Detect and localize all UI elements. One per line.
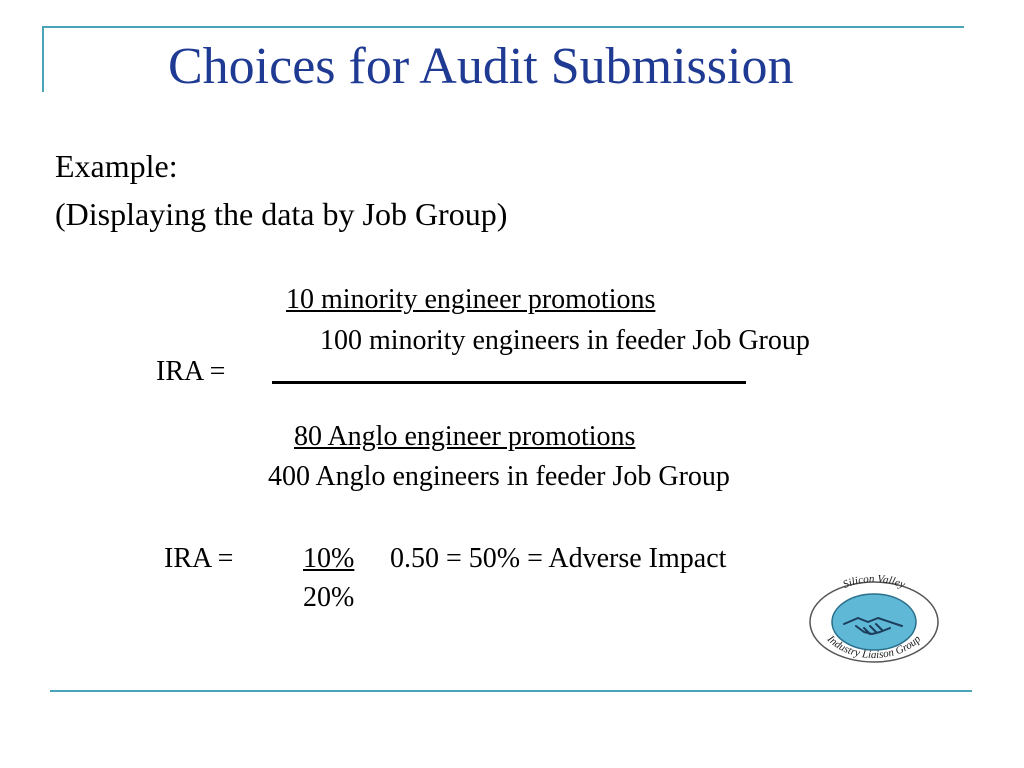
anglo-numerator: 80 Anglo engineer promotions xyxy=(294,421,636,452)
ira-label-2: IRA = xyxy=(164,543,234,574)
slide-title: Choices for Audit Submission xyxy=(168,38,794,95)
logo-top-text: Silicon Valley xyxy=(841,574,907,592)
anglo-denominator: 400 Anglo engineers in feeder Job Group xyxy=(268,461,730,492)
ira-denominator-percent: 20% xyxy=(303,582,355,613)
example-label: Example: xyxy=(55,148,178,184)
minority-numerator: 10 minority engineer promotions xyxy=(286,284,656,315)
ira-label-1: IRA = xyxy=(156,356,226,387)
ira-result: 0.50 = 50% = Adverse Impact xyxy=(390,543,727,574)
top-accent-rule xyxy=(42,26,964,28)
logo-bottom-text: Industry Liaison Group xyxy=(824,633,924,662)
bottom-accent-rule xyxy=(50,690,972,692)
fraction-bar xyxy=(272,381,746,384)
ira-numerator-percent: 10% xyxy=(303,543,355,574)
logo-globe xyxy=(832,594,916,650)
minority-denominator: 100 minority engineers in feeder Job Group xyxy=(320,325,810,356)
example-subtitle: (Displaying the data by Job Group) xyxy=(55,196,508,232)
silicon-valley-ilg-logo xyxy=(806,574,942,664)
top-left-vertical-rule xyxy=(42,26,44,92)
